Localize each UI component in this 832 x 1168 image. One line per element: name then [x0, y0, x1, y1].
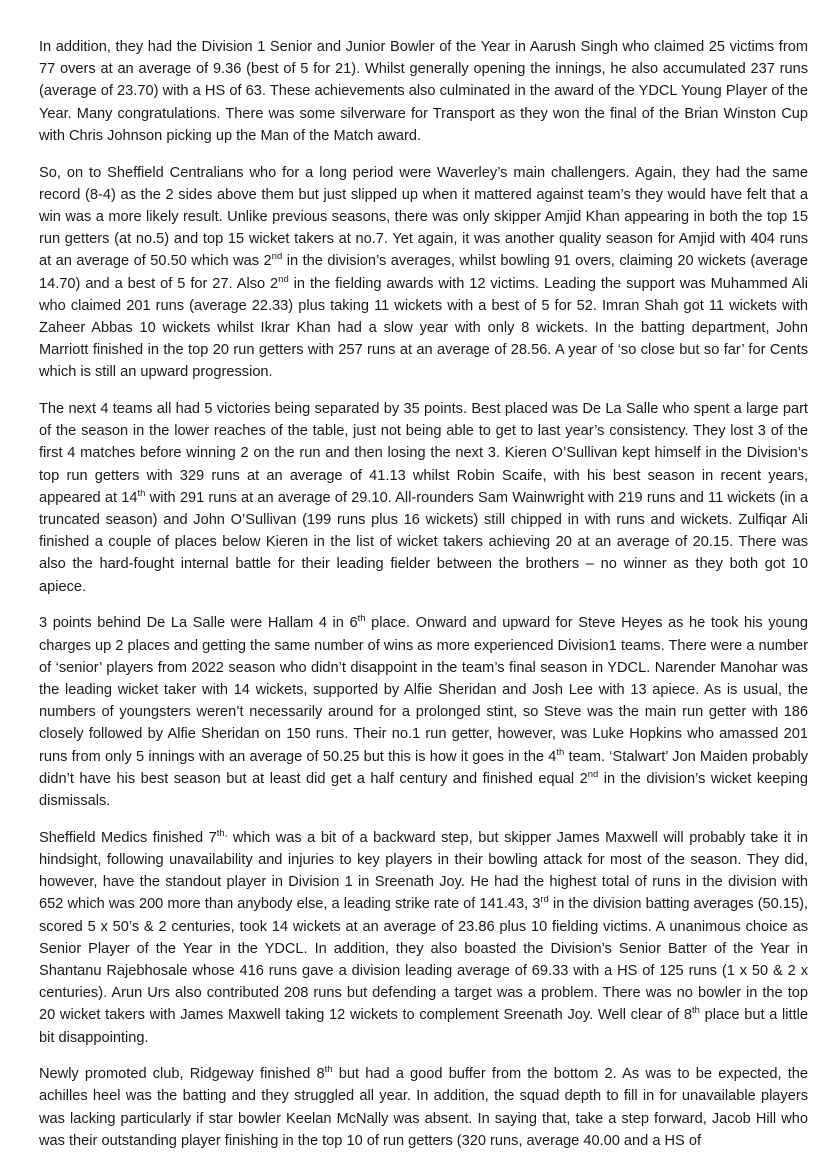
ordinal-suffix: nd — [278, 273, 289, 285]
ordinal-suffix: th — [357, 613, 366, 625]
ordinal-suffix: th — [137, 488, 146, 499]
ordinal-suffix: rd — [540, 894, 549, 906]
paragraph-ridgeway — [39, 1063, 808, 1152]
paragraph-text: in the division’s averages, whilst bowling 91 overs, claiming 20 wickets (average 14.70) and a best of 5 for 27. Also 2 — [39, 253, 808, 292]
ordinal-suffix: th — [556, 746, 565, 758]
paragraph-text: in the division’s wicket keeping dismissals. — [39, 770, 809, 809]
paragraph-text: with 291 runs at an average of 29.10. All-rounders Sam Wainwright with 219 runs and 11 wickets (in a truncated season) and John O’Sullivan (199 runs plus 16 wickets) still chipped in with runs and wickets. Zulfiqar Ali finished a couple of places below Kieren in the list of wicket takers achieving 20 at an average of 20.15. There was also the hard-fought internal battle for their leading fielder between the brothers – no winner as they both got 10 apiece. — [39, 489, 809, 595]
paragraph-sheffield-centralians — [39, 162, 808, 384]
paragraph-text: which was a bit of a backward step, but skipper James Maxwell will probably take it in hindsight, following unavailability and injuries to key players in their bowling attack for most of the season. They did, however, have the standout player in Division 1 in Sreenath Joy. He had the highest total of runs in the division with 652 which was 200 more than anybody else, a leading strike rate of 141.43, 3 — [39, 829, 808, 913]
paragraph-text: 3 points behind De La Salle were Hallam 4 in 6 — [39, 615, 358, 632]
ordinal-suffix: th — [324, 1064, 333, 1076]
paragraph-text: team. ‘Stalwart’ Jon Maiden probably didn’t have his best season but at least did get a half century and finished equal 2 — [39, 748, 809, 787]
paragraph-text: place but a little bit disappointing. — [39, 1007, 808, 1046]
paragraph-text: In addition, they had the Division 1 Senior and Junior Bowler of the Year in Aarush Singh who claimed 25 victims from 77 overs at an average of 9.36 (best of 5 for 21). Whilst generally opening the innings, he also accumulated 237 runs (average of 23.70) with a HS of 63. These achievements also culminated in the award of the YDCL Young Player of the Year. Many congratulations. There was some silverware for Transport as they won the final of the Brian Winston Cup with Chris Johnson picking up the Man of the Match award. — [39, 39, 808, 144]
paragraph-text: in the fielding awards with 12 victims. Leading the support was Muhammed Ali who claimed 201 runs (average 22.33) plus taking 11 wickets with a best of 5 for 52. Imran Shah got 11 wickets with Zaheer Abbas 10 wickets whilst Ikrar Khan had a slow year with only 8 wickets. In the batting department, John Marriott finished in the top 20 run getters with 257 runs at an average of 28.56. A year of ‘so close but so far’ for Cents which is still an upward progression. — [39, 275, 809, 381]
ordinal-suffix: th, — [216, 827, 228, 839]
paragraph-text: Sheffield Medics finished 7 — [39, 829, 217, 846]
paragraph-text: Newly promoted club, Ridgeway finished 8 — [39, 1066, 325, 1083]
paragraph-text: So, on to Sheffield Centralians who for a long period were Waverley’s main challengers. Again, they had the same record (8-4) as the 2 sides above them but just slipped up when it mattered against team’s they would have felt that a win was a more likely result. Unlike previous seasons, there was only skipper Amjid Khan appearing in both the top 15 run getters (at no.5) and top 15 wicket takers at no.7. Yet again, it was another quality season for Amjid with 404 runs at an average of 50.50 which was 2 — [39, 164, 808, 270]
paragraph-hallam-4 — [39, 612, 808, 812]
ordinal-suffix: nd — [587, 768, 599, 780]
paragraph-de-la-salle — [39, 398, 808, 598]
ordinal-suffix: nd — [271, 251, 283, 263]
paragraph-text: The next 4 teams all had 5 victories being separated by 35 points. Best placed was De La Salle who spent a large part of the season in the lower reaches of the table, just not being able to get to last year’s consistency. They lost 3 of the first 4 matches before winning 2 on the run and then losing the next 3. Kieren O’Sullivan kept himself in the Division’s top run getters with 329 runs at an average of 41.13 whilst Robin Scaife, with his best season in recent years, appeared at 14 — [39, 401, 808, 506]
paragraph-text: in the division batting averages (50.15), scored 5 x 50’s & 2 centuries, took 14 wickets at an average of 23.86 plus 10 fielding victims. A unanimous choice as Senior Player of the Year in the YDCL. In addition, they also boasted the Division’s Senior Batter of the Year in Shantanu Rajebhosale whose 416 runs gave a division leading average of 69.33 with a HS of 125 runs (1 x 50 & 2 x centuries). Arun Urs also contributed 208 runs but defending a target was a problem. There was no bowler in the top 20 wicket takers with James Maxwell taking 12 wickets to complement Sreenath Joy. Well clear of 8 — [39, 896, 808, 1024]
paragraph-sheffield-medics — [39, 827, 808, 1049]
paragraph-text: place. Onward and upward for Steve Heyes as he took his young charges up 2 places and getting the same number of wins as more experienced Division1 teams. There were a number of ‘senior’ players from 2022 season who didn’t disappoint in the team’s final season in YDCL. Narender Manohar was the leading wicket taker with 14 wickets, supported by Alfie Sheridan and Josh Lee with 13 apiece. As is usual, the numbers of youngsters weren’t necessarily around for a prolonged stint, so Steve was the main run getter with 186 closely followed by Alfie Sheridan on 150 runs. Their no.1 run getter, however, was Luke Hopkins who amassed 201 runs from only 5 innings with an average of 50.25 but this is how it goes in the 4 — [39, 615, 808, 765]
document-body — [39, 36, 808, 1152]
paragraph-transport-aarush-singh — [39, 36, 808, 147]
paragraph-text: but had a good buffer from the bottom 2. As was to be expected, the achilles heel was the batting and they struggled all year. In addition, the squad depth to fill in for unavailable players was lacking particularly if star bowler Keelan McNally was absent. In saying that, take a step forward, Jacob Hill who was their outstanding player finishing in the top 10 of run getters (320 runs, average 40.00 and a HS of — [39, 1066, 808, 1149]
ordinal-suffix: th — [692, 1005, 700, 1017]
